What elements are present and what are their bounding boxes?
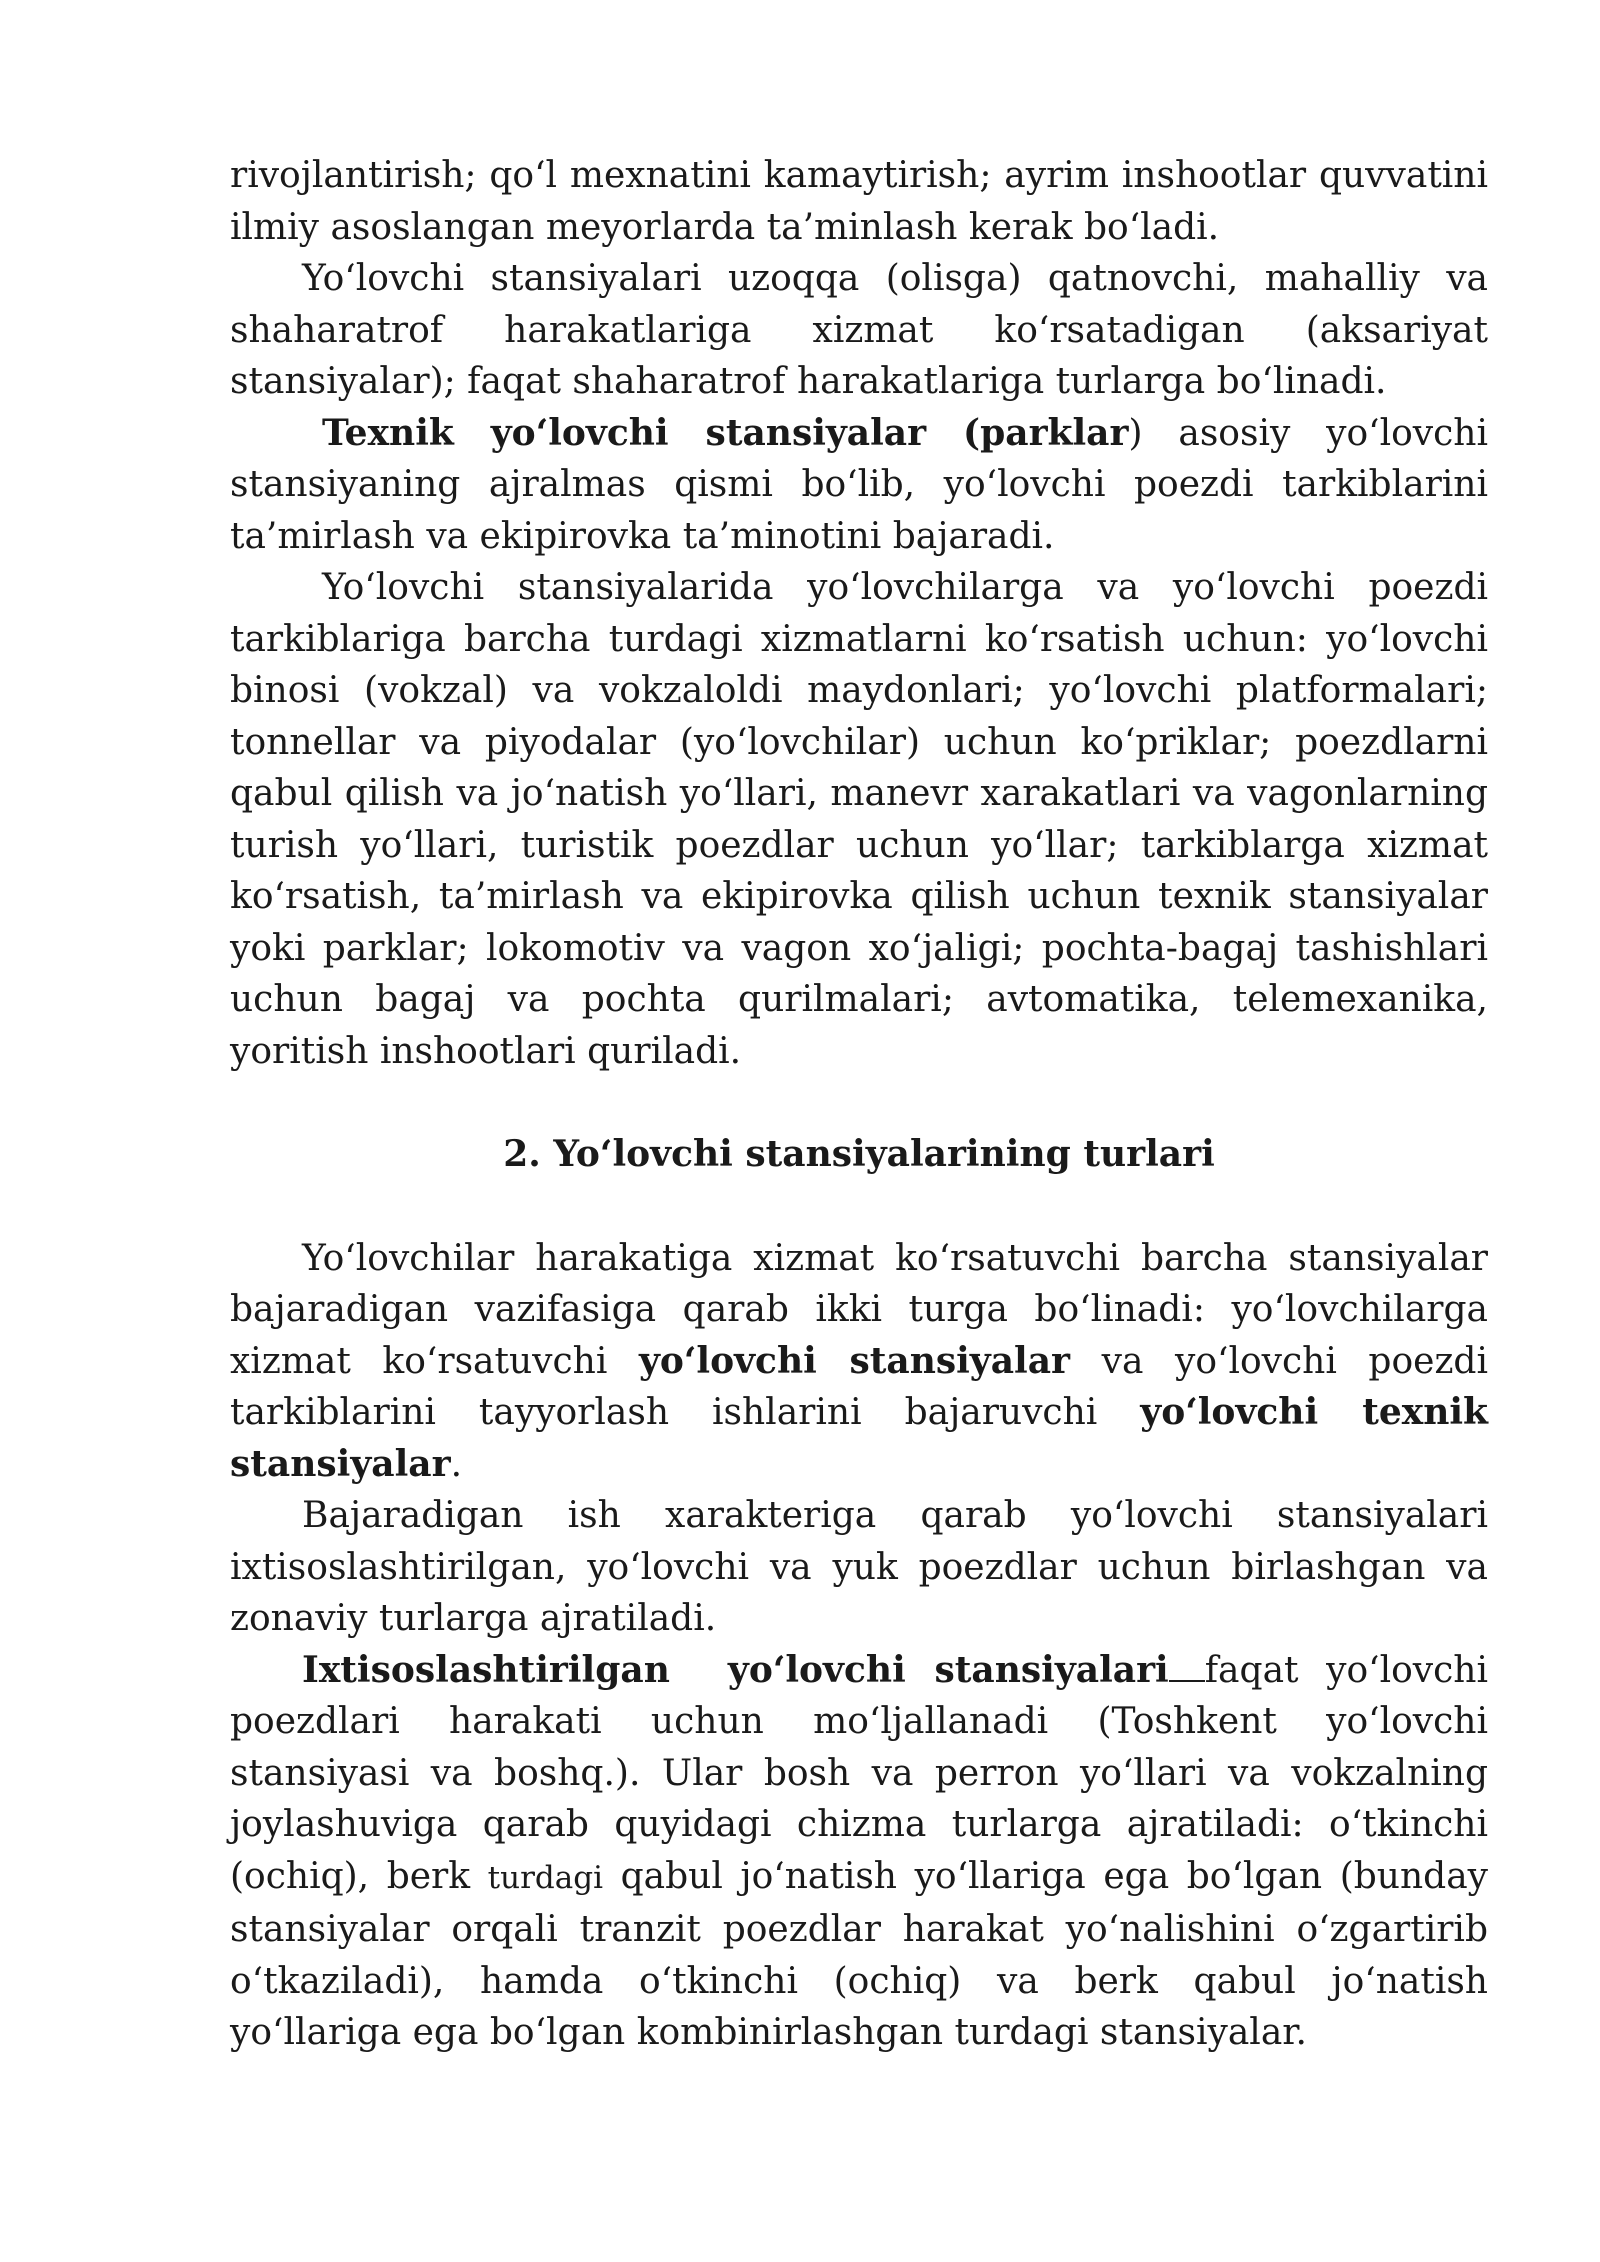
- two-types-text-b: va yoʻlovchi poezdi tarkiblarini tayyorlash ishlarini bajaruvchi: [230, 1340, 1488, 1433]
- specialized-term: Ixtisoslashtirilgan: [302, 1648, 670, 1691]
- document-page: [230, 150, 1488, 2059]
- specialized-small-word: turdagi: [487, 1859, 603, 1896]
- underline-blank: [1169, 1650, 1205, 1682]
- specialized-text-a: faqat yoʻlovchi poezdlari harakati uchun moʻljallanadi (Toshkent yoʻlovchi stansiyasi va boshq.). Ular bosh va perron yoʻllari va vokzalning joylashuviga qarab quyidagi chizma turlarga ajratiladi: oʻtkinchi (ochiq), berk: [230, 1649, 1488, 1897]
- paragraph-specialized-stations: [230, 1645, 1488, 2059]
- technical-stations-term: Texnik yoʻlovchi stansiyalar (parklar: [322, 411, 1129, 454]
- two-types-text-a: Yoʻlovchilar harakatiga xizmat koʻrsatuvchi barcha stansiyalar bajaradigan vazifasiga qarab ikki turga boʻlinadi: yoʻlovchilarga xizmat koʻrsatuvchi: [230, 1237, 1488, 1382]
- specialized-stations-term: yoʻlovchi stansiyalari: [727, 1648, 1169, 1691]
- paragraph-intro: rivojlantirish; qoʻl mexnatini kamaytirish; ayrim inshootlar quvvatini ilmiy asoslangan meyorlarda ta’minlash kerak boʻladi.: [230, 155, 1488, 248]
- two-types-text-end: .: [450, 1443, 463, 1485]
- paragraph-work-character: Bajaradigan ish xarakteriga qarab yoʻlovchi stansiyalari ixtisoslashtirilgan, yoʻlovchi va yuk poezdlar uchun birlashgan va zonaviy turlarga ajratiladi.: [230, 1495, 1488, 1639]
- paragraph-station-facilities: Yoʻlovchi stansiyalarida yoʻlovchilarga va yoʻlovchi poezdi tarkiblariga barcha turdagi xizmatlarni koʻrsatish uchun: yoʻlovchi binosi (vokzal) va vokzaloldi maydonlari; yoʻlovchi platformalari; tonnellar va piyodalar (yoʻlovchilar) uchun koʻpriklar; poezdlarni qabul qilish va joʻnatish yoʻllari, manevr xarakatlari va vagonlarning turish yoʻllari, turistik poezdlar uchun yoʻllar; tarkiblarga xizmat koʻrsatish, ta’mirlash va ekipirovka qilish uchun texnik stansiyalar yoki parklar; lokomotiv va vagon xoʻjaligi; pochta-bagaj tashishlari uchun bagaj va pochta qurilmalari; avtomatika, telemexanika, yoritish inshootlari quriladi.: [230, 567, 1488, 1072]
- specialized-text-b: qabul joʻnatish yoʻllariga ega boʻlgan (bunday stansiyalar orqali tranzit poezdlar harakat yoʻnalishini oʻzgartirib oʻtkaziladi), hamda oʻtkinchi (ochiq) va berk qabul joʻnatish yoʻllariga ega boʻlgan kombinirlashgan turdagi stansiyalar.: [230, 1855, 1488, 2053]
- section-heading: 2. Yoʻlovchi stansiyalarining turlari: [503, 1133, 1215, 1175]
- paragraph-station-types: Yoʻlovchi stansiyalari uzoqqa (olisga) qatnovchi, mahalliy va shaharatrof harakatlariga xizmat koʻrsatadigan (aksariyat stansiyalar); faqat shaharatrof harakatlariga turlarga boʻlinadi.: [230, 258, 1488, 402]
- passenger-technical-stations-term: yoʻlovchi texnik stansiyalar: [230, 1391, 1489, 1485]
- paragraph-two-types: [230, 1233, 1488, 1491]
- passenger-stations-term: yoʻlovchi stansiyalar: [638, 1339, 1071, 1382]
- technical-stations-text: ) asosiy yoʻlovchi stansiyaning ajralmas qismi boʻlib, yoʻlovchi poezdi tarkiblarini ta’mirlash va ekipirovka ta’minotini bajaradi.: [230, 412, 1489, 557]
- paragraph-technical-stations: [230, 408, 1488, 563]
